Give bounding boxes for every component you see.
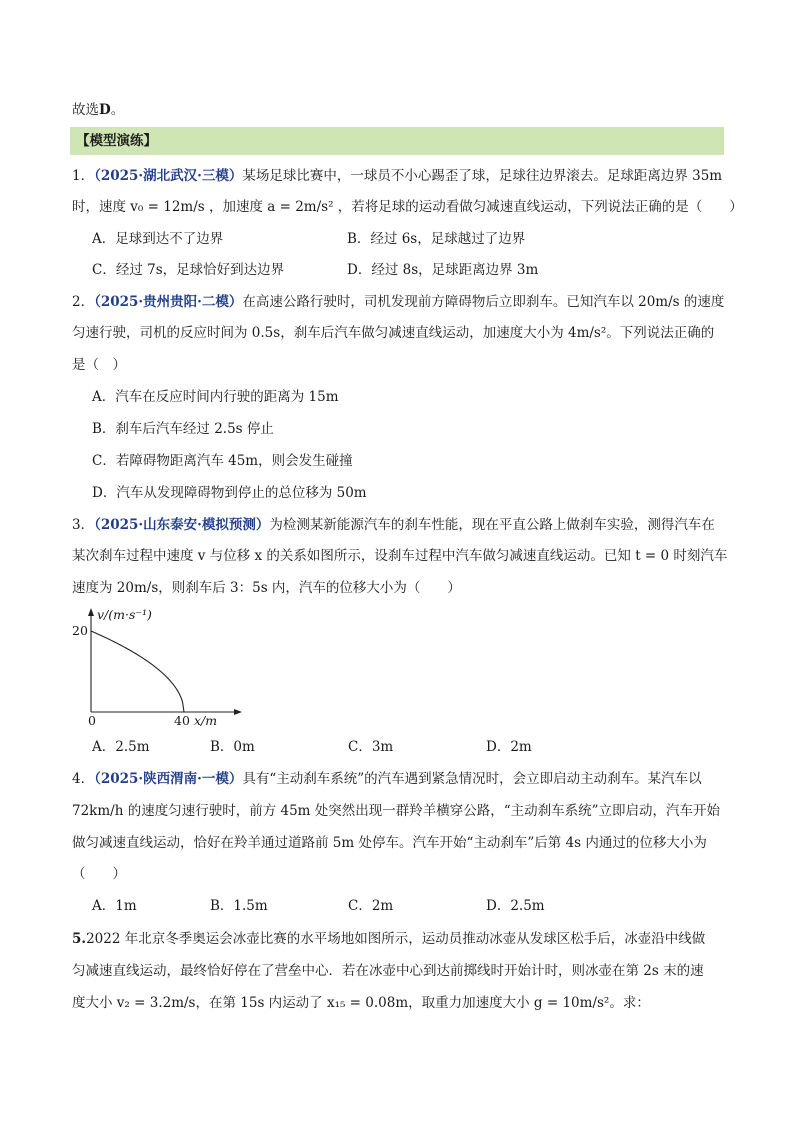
velocity-curve [91, 631, 184, 712]
option-c: C．3m [348, 739, 394, 755]
option-a: A．1m [92, 898, 137, 914]
option-c: C．经过 7s，足球恰好到达边界 [92, 262, 285, 278]
question-text: 为检测某新能源汽车的刹车性能，现在平直公路上做刹车实验，测得汽车在 [269, 517, 715, 533]
question-number: 1． [72, 168, 95, 184]
question-source: （2025·山东泰安·模拟预测） [94, 517, 270, 533]
section-banner [70, 127, 724, 155]
question-3-line-2: 某次刹车过程中速度 v 与位移 x 的关系如图所示，设刹车过程中汽车做匀减速直线运动。已知 t = 0 时刻汽车 [72, 548, 728, 564]
x-axis-arrow [234, 709, 242, 715]
previous-answer-end: 。 [110, 102, 125, 118]
question-1-line-1 [72, 166, 722, 186]
question-3-line-3: 速度为 20m/s，则刹车后 3：5s 内，汽车的位移大小为（ ） [72, 580, 461, 596]
origin-label: 0 [88, 713, 96, 728]
question-2-line-1 [72, 292, 724, 312]
question-text: 某场足球比赛中，一球员不小心踢歪了球，足球往边界滚去。足球距离边界 35m [242, 168, 723, 184]
previous-answer-choice: D [99, 102, 111, 118]
previous-answer [72, 100, 124, 120]
option-c: C．若障碍物距离汽车 45m，则会发生碰撞 [92, 453, 353, 469]
previous-answer-text: 故选 [72, 102, 99, 118]
option-d: D．汽车从发现障碍物到停止的总位移为 50m [92, 485, 367, 501]
question-5-line-1 [72, 929, 705, 949]
question-2-line-3: 是（ ） [72, 357, 126, 373]
x-tick-label: 40 [174, 713, 190, 728]
question-5-line-2: 匀减速直线运动，最终恰好停在了营垒中心．若在冰壶中心到达前掷线时开始计时，则冰壶在第 2s 末的速 [72, 963, 704, 979]
question-source: （2025·陕西渭南·一模） [94, 771, 243, 787]
y-axis-label: v/(m·s⁻¹) [97, 607, 152, 622]
question-4-line-1 [72, 769, 702, 789]
question-source: （2025·贵州贵阳·二模） [94, 294, 243, 310]
option-b: B．0m [210, 739, 255, 755]
question-4-line-2: 72km/h 的速度匀速行驶时，前方 45m 处突然出现一群羚羊横穿公路，“主动刹车系统”立即启动，汽车开始 [72, 803, 721, 819]
option-a: A．足球到达不了边界 [92, 231, 224, 247]
question-source: （2025·湖北武汉·三模） [94, 168, 243, 184]
option-d: D．经过 8s，足球距离边界 3m [347, 262, 539, 278]
question-4-line-3: 做匀减速直线运动，恰好在羚羊通过道路前 5m 处停车。汽车开始“主动刹车”后第 4s 内通过的位移大小为 [72, 835, 707, 851]
question-2-line-2: 匀速行驶，司机的反应时间为 0.5s，刹车后汽车做匀减速直线运动，加速度大小为 4m/s²。下列说法正确的 [72, 325, 715, 341]
question-number: 5. [72, 931, 87, 947]
question-3-line-1 [72, 515, 715, 535]
question-number: 2． [72, 294, 95, 310]
question-text: 在高速公路行驶时，司机发现前方障碍物后立即刹车。已知汽车以 20m/s 的速度 [242, 294, 725, 310]
option-b: B．1.5m [210, 898, 268, 914]
section-title: 【模型演练】 [76, 133, 157, 149]
question-number: 4． [72, 771, 95, 787]
option-b: B．经过 6s，足球越过了边界 [347, 231, 526, 247]
y-tick-label: 20 [72, 623, 88, 638]
option-c: C．2m [348, 898, 394, 914]
option-d: D．2.5m [486, 898, 545, 914]
option-a: A．2.5m [92, 739, 150, 755]
question-4-line-4: （ ） [72, 866, 126, 882]
option-d: D．2m [486, 739, 532, 755]
question-text: 具有“主动刹车系统”的汽车遇到紧急情况时，会立即启动主动刹车。某汽车以 [242, 771, 702, 787]
x-axis-label: x/m [194, 713, 218, 728]
question-number: 3． [72, 517, 95, 533]
question-1-line-2: 时，速度 v₀ = 12m/s ，加速度 a = 2m/s² ，若将足球的运动看做匀减速直线运动，下列说法正确的是（ ） [72, 199, 743, 215]
y-axis-arrow [88, 608, 94, 616]
option-b: B．刹车后汽车经过 2.5s 停止 [92, 421, 274, 437]
question-5-line-3: 度大小 v₂ = 3.2m/s，在第 15s 内运动了 x₁₅ = 0.08m，取重力加速度大小 g = 10m/s²。求： [72, 995, 650, 1011]
question-text: 2022 年北京冬季奥运会冰壶比赛的水平场地如图所示，运动员推动冰壶从发球区松手后，冰壶沿中线做 [86, 931, 706, 947]
velocity-displacement-chart [66, 604, 246, 730]
option-a: A．汽车在反应时间内行驶的距离为 15m [92, 389, 339, 405]
